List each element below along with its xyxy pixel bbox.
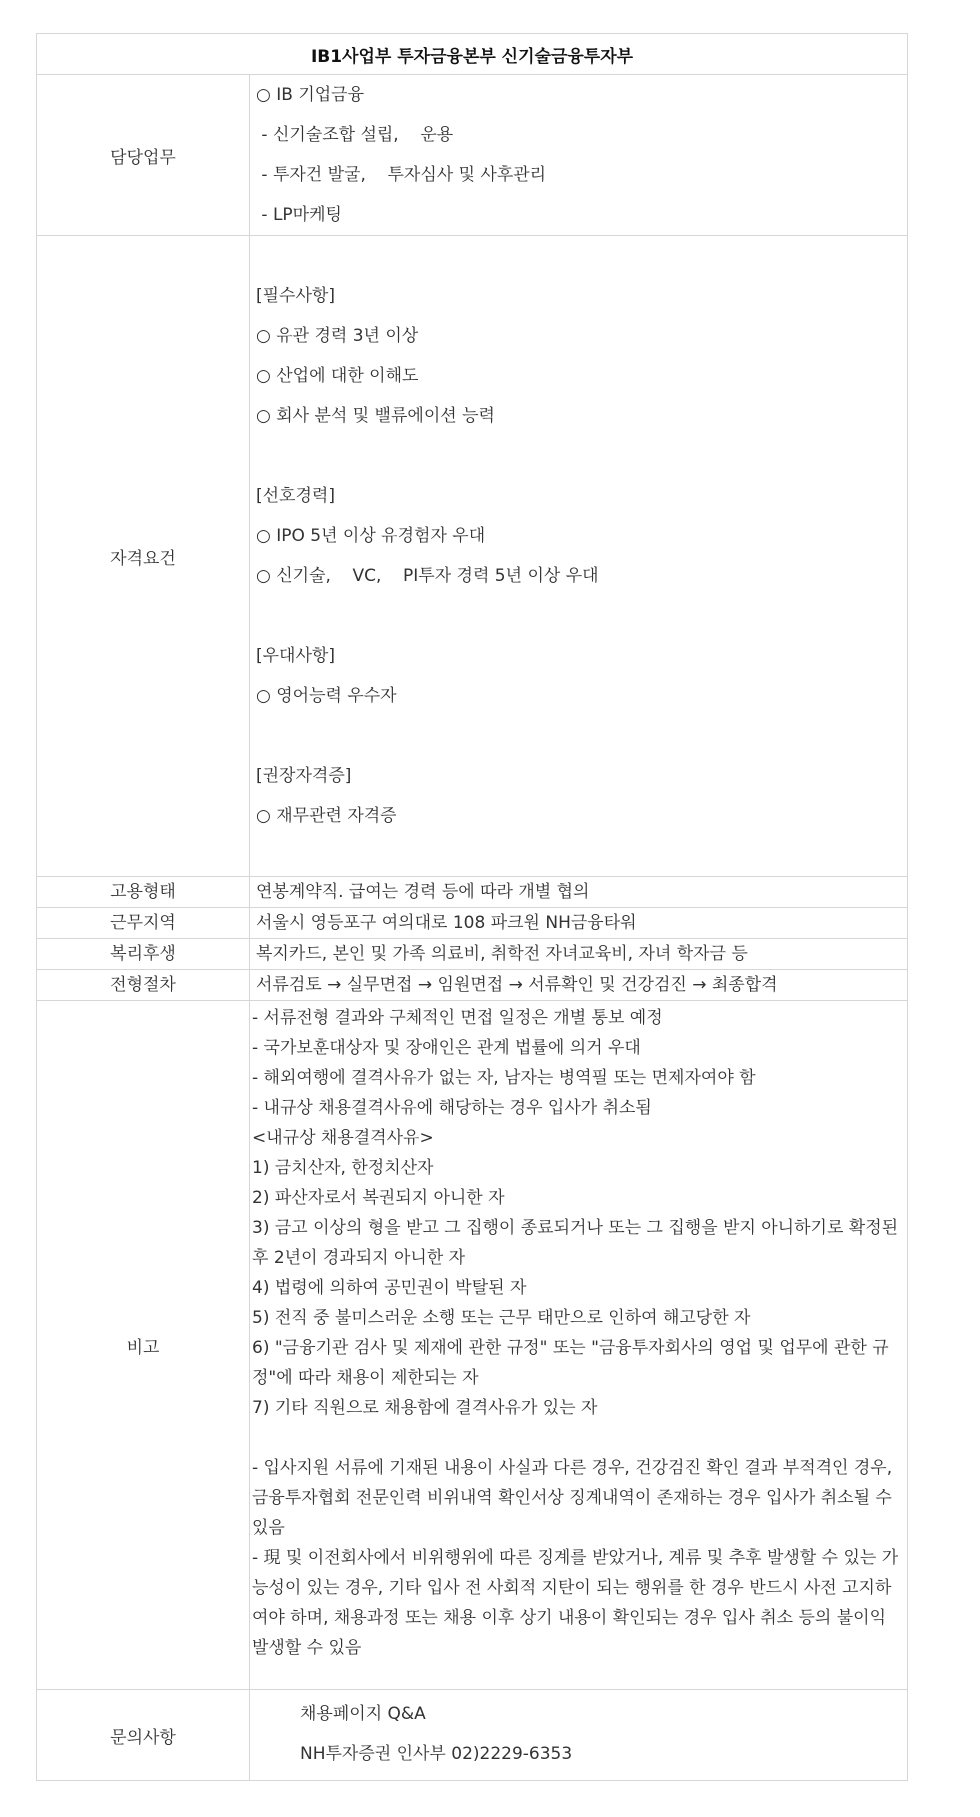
process-label: 전형절차 — [37, 970, 250, 1001]
contact-value — [250, 1690, 908, 1781]
note-line: - 서류전형 결과와 구체적인 면접 일정은 개별 통보 예정 — [252, 1008, 663, 1028]
contact-row — [37, 1690, 908, 1781]
note-line: - 내규상 채용결격사유에 해당하는 경우 입사가 취소됨 — [252, 1098, 652, 1118]
duties-row — [37, 75, 908, 236]
contact-label: 문의사항 — [37, 1690, 250, 1781]
location-value: 서울시 영등포구 여의대로 108 파크원 NH금융타워 — [250, 908, 908, 939]
note-line: - 입사지원 서류에 기재된 내용이 사실과 다른 경우, 건강검진 확인 결과 부적격인 경우, 금융투자협회 전문인력 비위내역 확인서상 징계내역이 존재하는 경우 입사가 취소될 수 있음 — [252, 1458, 893, 1538]
note-line: 6) "금융기관 검사 및 제재에 관한 규정" 또는 "금융투자회사의 영업 및 업무에 관한 규정"에 따라 채용이 제한되는 자 — [252, 1338, 889, 1388]
employment-type-value: 연봉계약직. 급여는 경력 등에 따라 개별 협의 — [250, 877, 908, 908]
preferred-heading: [선호경력] — [256, 486, 335, 506]
required-item: ○ 회사 분석 및 밸류에이션 능력 — [256, 406, 495, 426]
duty-line: - 투자건 발굴, 투자심사 및 사후관리 — [256, 165, 547, 185]
employment-type-row — [37, 877, 908, 908]
location-row — [37, 908, 908, 939]
duty-line: - LP마케팅 — [256, 205, 342, 225]
required-item: ○ 산업에 대한 이해도 — [256, 366, 419, 386]
note-line: - 해외여행에 결격사유가 없는 자, 남자는 병역필 또는 면제자여야 함 — [252, 1068, 756, 1088]
notes-label: 비고 — [37, 1001, 250, 1690]
duty-line: ○ IB 기업금융 — [256, 85, 365, 105]
certificate-item: ○ 재무관련 자격증 — [256, 806, 397, 826]
spacer — [256, 596, 903, 636]
note-line: 2) 파산자로서 복권되지 아니한 자 — [252, 1188, 505, 1208]
benefits-row — [37, 939, 908, 970]
certificate-heading: [권장자격증] — [256, 766, 352, 786]
qualifications-row — [37, 236, 908, 877]
note-line: - 국가보훈대상자 및 장애인은 관계 법률에 의거 우대 — [252, 1038, 641, 1058]
spacer — [256, 436, 903, 476]
department-title: IB1사업부 투자금융본부 신기술금융투자부 — [37, 34, 908, 75]
qualifications-label: 자격요건 — [37, 236, 250, 877]
duties-label: 담당업무 — [37, 75, 250, 236]
spacer — [252, 1423, 903, 1453]
spacer — [256, 716, 903, 756]
advantage-heading: [우대사항] — [256, 646, 335, 666]
notes-row — [37, 1001, 908, 1690]
note-line: 1) 금치산자, 한정치산자 — [252, 1158, 434, 1178]
note-line: 7) 기타 직원으로 채용함에 결격사유가 있는 자 — [252, 1398, 598, 1418]
benefits-label: 복리후생 — [37, 939, 250, 970]
advantage-item: ○ 영어능력 우수자 — [256, 686, 397, 706]
employment-type-label: 고용형태 — [37, 877, 250, 908]
preferred-item: ○ 신기술, VC, PI투자 경력 5년 이상 우대 — [256, 566, 599, 586]
duty-line: - 신기술조합 설립, 운용 — [256, 125, 454, 145]
contact-line: 채용페이지 Q&A — [300, 1704, 426, 1724]
process-value: 서류검토 → 실무면접 → 임원면접 → 서류확인 및 건강검진 → 최종합격 — [250, 970, 908, 1001]
notes-value — [250, 1001, 908, 1690]
preferred-item: ○ IPO 5년 이상 유경험자 우대 — [256, 526, 486, 546]
qualifications-value — [250, 236, 908, 877]
benefits-value: 복지카드, 본인 및 가족 의료비, 취학전 자녀교육비, 자녀 학자금 등 — [250, 939, 908, 970]
note-line: - 現 및 이전회사에서 비위행위에 따른 징계를 받았거나, 계류 및 추후 발생할 수 있는 가능성이 있는 경우, 기타 입사 전 사회적 지탄이 되는 행위를 한 경우 반드시 사전 고지하여야 하며, 채용과정 또는 채용 이후 상기 내용이 확인되는 경우 입사 취소 등의 불이익 발생할 수 있음 — [252, 1548, 899, 1658]
location-label: 근무지역 — [37, 908, 250, 939]
process-row — [37, 970, 908, 1001]
job-info-table — [36, 33, 908, 1781]
note-line: <내규상 채용결격사유> — [252, 1128, 434, 1148]
required-heading: [필수사항] — [256, 286, 335, 306]
title-row — [37, 34, 908, 75]
required-item: ○ 유관 경력 3년 이상 — [256, 326, 419, 346]
note-line: 3) 금고 이상의 형을 받고 그 집행이 종료되거나 또는 그 집행을 받지 아니하기로 확정된 후 2년이 경과되지 아니한 자 — [252, 1218, 899, 1268]
note-line: 5) 전직 중 불미스러운 소행 또는 근무 태만으로 인하여 해고당한 자 — [252, 1308, 751, 1328]
duties-value — [250, 75, 908, 236]
contact-line: NH투자증권 인사부 02)2229-6353 — [300, 1744, 573, 1764]
note-line: 4) 법령에 의하여 공민권이 박탈된 자 — [252, 1278, 527, 1298]
